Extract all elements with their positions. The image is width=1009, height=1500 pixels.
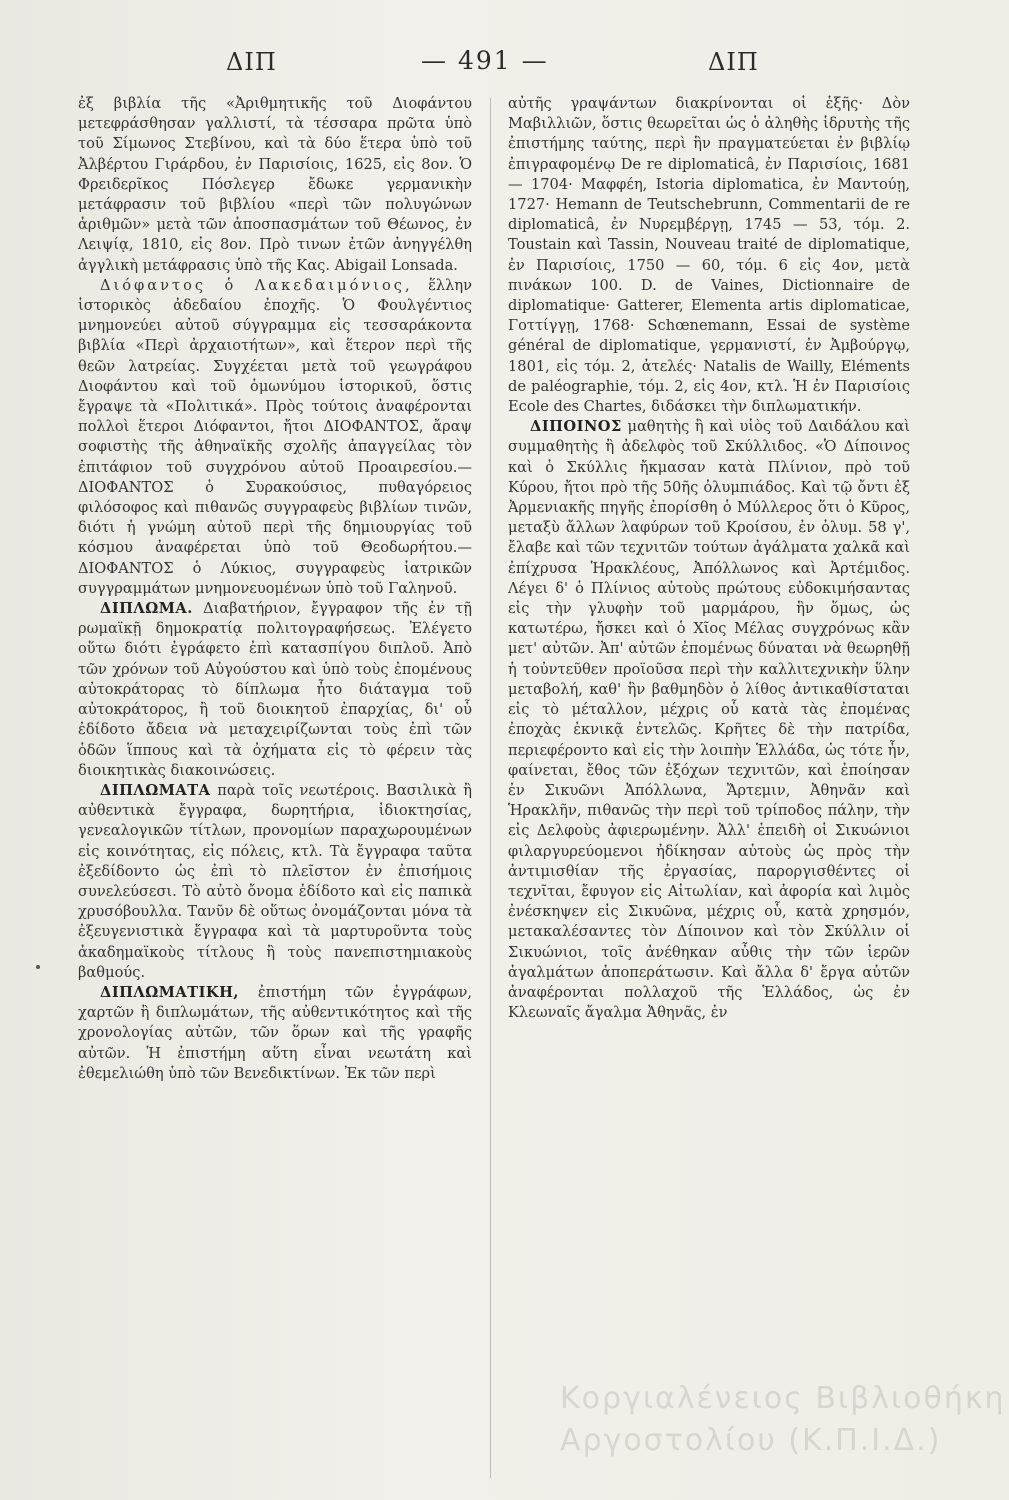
running-head-left: ΔΙΠ — [226, 48, 277, 76]
entry-headword: ΔΙΠΛΩΜΑΤΑ — [100, 781, 211, 799]
entry-headword: ΔΙΠΛΩΜΑ. — [100, 600, 193, 618]
entry-diplomata: ΔΙΠΛΩΜΑΤΑ παρὰ τοῖς νεωτέροις. Βασιλικὰ ἢ αὐθεντικὰ ἔγγραφα, δωρητήρια, ἰδιοκτησίας, γενεαλογικῶν τίτλων, προνομίων παραχωρουμένων εἰς κοινότητας, εἰς πόλεις, κτλ. Τὰ ἔγγραφα ταῦτα ἐξεδίδοντο ὡς ἐπὶ τὸ πλεῖστον ἐν ἐπισήμοις συνελεύσεσι. Τὸ αὐτὸ ὄνομα ἐδίδοτο καὶ εἰς παπικὰ χρυσόβουλλα. Τανῦν δὲ οὕτως ὀνομάζονται μόνα τὰ ἐξευγενιστικὰ ἔγγραφα καὶ τὰ μαρτυροῦντα τοὺς ἀκαδημαϊκοὺς τίτλους ἢ τοὺς πανεπιστημιακοὺς βαθμούς. — [78, 781, 472, 981]
entry-continuation: ἐξ βιβλία τῆς «Ἀριθμητικῆς τοῦ Διοφάντου μετεφράσθησαν γαλλιστί, τὰ τέσσαρα πρῶτα ὑπὸ τοῦ Σίμωνος Στεβίνου, καὶ τὰ δύο ἕτερα ὑπὸ τοῦ Ἀλβέρτου Γιράρδου, ἐν Παρισίοις, 1625, εἰς 8ον. Ὁ Φρειδερῖκος Πόσλεγερ ἔδωκε γερμανικὴν μετάφρασιν τοῦ βιβλίου «περὶ τῶν πολυγώνων ἀριθμῶν» μετὰ τῶν ἀποσπασμάτων τοῦ Θέωνος, ἐν Λειψίᾳ, 1810, εἰς 8ον. Πρὸ τινων ἐτῶν ἀνηγγέλθη ἀγγλικὴ μετάφρασις ὑπὸ τῆς Κας. Abigail Lonsada. — [78, 95, 472, 274]
entry-diploma: ΔΙΠΛΩΜΑ. Διαβατήριον, ἔγγραφον τῆς ἐν τῇ ρωμαϊκῇ δημοκρατίᾳ πολιτογραφήσεως. Ἐλέγετο οὕτω διότι ἐγράφετο ἐπὶ κατασπίγου διπλοῦ. Ἀπὸ τῶν χρόνων τοῦ Αὐγούστου καὶ ὑπὸ τοὺς ἐπομένους αὐτοκράτορας τὸ δίπλωμα ἦτο διάταγμα τοῦ αὐτοκράτορος, ἢ τοῦ διοικητοῦ ἐπαρχίας, δι' οὗ ἐδίδοτο ἄδεια νὰ μεταχειρίζωνται τοὺς ἐπὶ τῶν ὁδῶν ἵππους καὶ τὰ ὀχήματα εἰς τὸ φέρειν τὰς διοικητικὰς διακοινώσεις. — [78, 600, 473, 779]
running-head-right: ΔΙΠ — [708, 48, 759, 76]
page-number: — 491 — — [421, 46, 549, 75]
entry-headword: Διόφαντος ὁ Λακεδαιμόνιος, — [100, 276, 413, 294]
page-header — [76, 44, 966, 84]
right-column — [508, 94, 910, 1023]
column-divider — [490, 98, 491, 1478]
entry-diophantos-lakedaimonios: Διόφαντος ὁ Λακεδαιμόνιος, ἕλλην ἱστορικὸς ἀδεδαίου ἐποχῆς. Ὁ Φουλγέντιος μνημονεύει αὐτοῦ σύγγραμμα εἰς τεσσαράκοντα βιβλία «Περὶ ἀρχαιοτήτων», καὶ ἕτερον περὶ τῆς θεῶν λατρείας. Συγχέεται μετὰ τοῦ γεωγράφου Διοφάντου καὶ τοῦ ὁμωνύμου ἱστορικοῦ, ὅστις ἔγραψε τὰ «Πολιτικά». Πρὸς τούτοις ἀναφέρονται πολλοὶ ἕτεροι Διόφαντοι, ἤτοι ΔΙΟΦΑΝΤΟΣ, ἄραψ σοφιστὴς τῆς ἀθηναϊκῆς σχολῆς ἀπαγγείλας τὸν ἐπιτάφιον τοῦ συγχρόνου αὐτοῦ Προαιρεσίου.—ΔΙΟΦΑΝΤΟΣ ὁ Συρακούσιος, πυθαγόρειος φιλόσοφος καὶ πιθανῶς συγγραφεὺς βιβλίων τινῶν, διότι ἡ γνώμη αὐτοῦ περὶ τῆς δημιουργίας τοῦ κόσμου ἀναφέρεται ὑπὸ τοῦ Θεοδωρήτου.—ΔΙΟΦΑΝΤΟΣ ὁ Λύκιος, συγγραφεὺς ἰατρικῶν συγγραμμάτων μνημονευομένων ὑπὸ τοῦ Γαληνοῦ. — [78, 276, 473, 597]
left-column — [78, 94, 472, 1084]
entry-diplomatiki: ΔΙΠΛΩΜΑΤΙΚΗ, ἐπιστήμη τῶν ἐγγράφων, χαρτῶν ἢ διπλωμάτων, τῆς αὐθεντικότητος καὶ τῆς χρονολογίας αὐτῶν, τῶν ὅρων καὶ τῆς γραφῆς αὐτῶν. Ἡ ἐπιστήμη αὕτη εἶναι νεωτάτη καὶ ἐθεμελιώθη ὑπὸ τῶν Βενεδικτίνων. Ἐκ τῶν περὶ — [78, 983, 472, 1082]
entry-dipoinos: ΔΙΠΟΙΝΟΣ μαθητὴς ἢ καὶ υἱὸς τοῦ Δαιδάλου καὶ συμμαθητὴς ἢ ἀδελφὸς τοῦ Σκύλλιδος. «Ὁ Δίποινος καὶ ὁ Σκύλλις ἤκμασαν κατὰ Πλίνιον, πρὸ τοῦ Κύρου, ἤτοι πρὸ τῆς 50ῆς ὀλυμπιάδος. Καὶ τῷ ὄντι ἐξ Ἀρμενιακῆς πηγῆς ἐπορίσθη ὁ Μύλλερος ὅτι ὁ Κῦρος, μεταξὺ ἄλλων λαφύρων τοῦ Κροίσου, ἐν ὀλυμ. 58 γ', ἔλαβε καὶ τῶν τεχνιτῶν τούτων ἀγάλματα χαλκᾶ καὶ ἐπίχρυσα Ἡρακλέους, Ἀπόλλωνος καὶ Ἀρτέμιδος. Λέγει δ' ὁ Πλίνιος αὐτοὺς πρώτους εὐδοκιμήσαντας εἰς τὴν γλυφὴν τοῦ μαρμάρου, ἣν ὅμως, ὡς κατωτέρω, ἤσκει καὶ ὁ Χῖος Μέλας συγχρόνως κἂν μετ' αὐτῶν. Ἀπ' αὐτῶν ἐπομένως δύναται νὰ θεωρηθῇ ἡ τοὐντεῦθεν προϊοῦσα περὶ τὴν καλλιτεχνικὴν ὕλην μεταβολή, καθ' ἣν βαθμηδὸν ὁ λίθος ἀντικαθίσταται εἰς τὸ μέταλλον, μέχρις οὗ κατὰ τὰς ἐπομένας ἐποχὰς ἐκνικᾷ ἐντελῶς. Κρῆτες δὲ τὴν πατρίδα, περιεφέροντο καὶ εἰς τὴν λοιπὴν Ἑλλάδα, ὡς τότε ἦν, φαίνεται, ἔθος τῶν ἐξόχων τεχνιτῶν, καὶ ἐποίησαν ἐν Σικυῶνι Ἀπόλλωνα, Ἄρτεμιν, Ἀθηνᾶν καὶ Ἡρακλῆν, πιθανῶς τὴν περὶ τοῦ τρίποδος πάλην, τὴν εἰς Δελφοὺς ἀφιερωμένην. Ἀλλ' ἐπειδὴ οἱ Σικυώνιοι φιλαργυρεύομενοι ἠδίκησαν αὐτοὺς ὡς πρὸς τὴν ἀντιμισθίαν τῆς ἐργασίας, παροργισθέντες οἱ τεχνῖται, ἔφυγον εἰς Αἰτωλίαν, καὶ ἀφορία καὶ λιμὸς ἐνέσκηψεν εἰς Σικυῶνα, μέχρις οὗ, κατὰ χρησμόν, μετακαλέσαντες τὸν Δίποινον καὶ τὸν Σκύλλιν οἱ Σικυώνιοι, τοῖς ἀνέθηκαν αὖθις τὴν τῶν ἱερῶν ἀγαλμάτων ἀποπεράτωσιν. Καὶ ἄλλα δ' ἔργα αὐτῶν ἀναφέρονται πολλαχοῦ τῆς Ἑλλάδος, ὡς ἐν Κλεωναῖς ἄγαλμα Ἀθηνᾶς, ἐν — [508, 418, 910, 1022]
entry-headword: ΔΙΠΛΩΜΑΤΙΚΗ, — [100, 983, 239, 1001]
entry-continuation: αὐτῆς γραψάντων διακρίνονται οἱ ἑξῆς· Δὸν Μαβιλλιῶν, ὅστις θεωρεῖται ὡς ὁ ἀληθὴς ἱδρυτὴς τῆς ἐπιστήμης ταύτης, περὶ ἣν πραγματεύεται ἐν βιβλίῳ ἐπιγραφομένῳ De re diplomaticâ, ἐν Παρισίοις, 1681 — 1704· Μαφφέη, Istoria diplomatica, ἐν Μαντούῃ, 1727· Hemann de Teutschebrunn, Commentarii de re diplomaticâ, ἐν Νυρεμβέργῃ, 1745 — 53, τόμ. 2. Toustain καὶ Tassin, Nouveau traité de diplomatique, ἐν Παρισίοις, 1750 — 60, τόμ. 6 εἰς 4ον, μετὰ πινάκων 100. D. de Vaines, Dictionnaire de diplomatique· Gatterer, Elementa artis diplomaticae, Γοττίγγῃ, 1768· Schœnemann, Essai de système général de diplomatique, γερμανιστί, ἐν Ἀμβούργῳ, 1801, εἰς τόμ. 2, ἀτελές· Natalis de Wailly, Eléments de paléographie, τόμ. 2, εἰς 4ον, κτλ. Ἡ ἐν Παρισίοις Ecole des Chartes, διδάσκει τὴν διπλωματικήν. — [508, 95, 910, 416]
library-watermark: Κοργιαλένειος Βιβλιοθήκη Αργοστολίου (Κ.Π.Ι.Δ.) — [560, 1381, 1006, 1458]
margin-dot — [36, 965, 40, 969]
entry-headword: ΔΙΠΟΙΝΟΣ — [530, 418, 622, 436]
